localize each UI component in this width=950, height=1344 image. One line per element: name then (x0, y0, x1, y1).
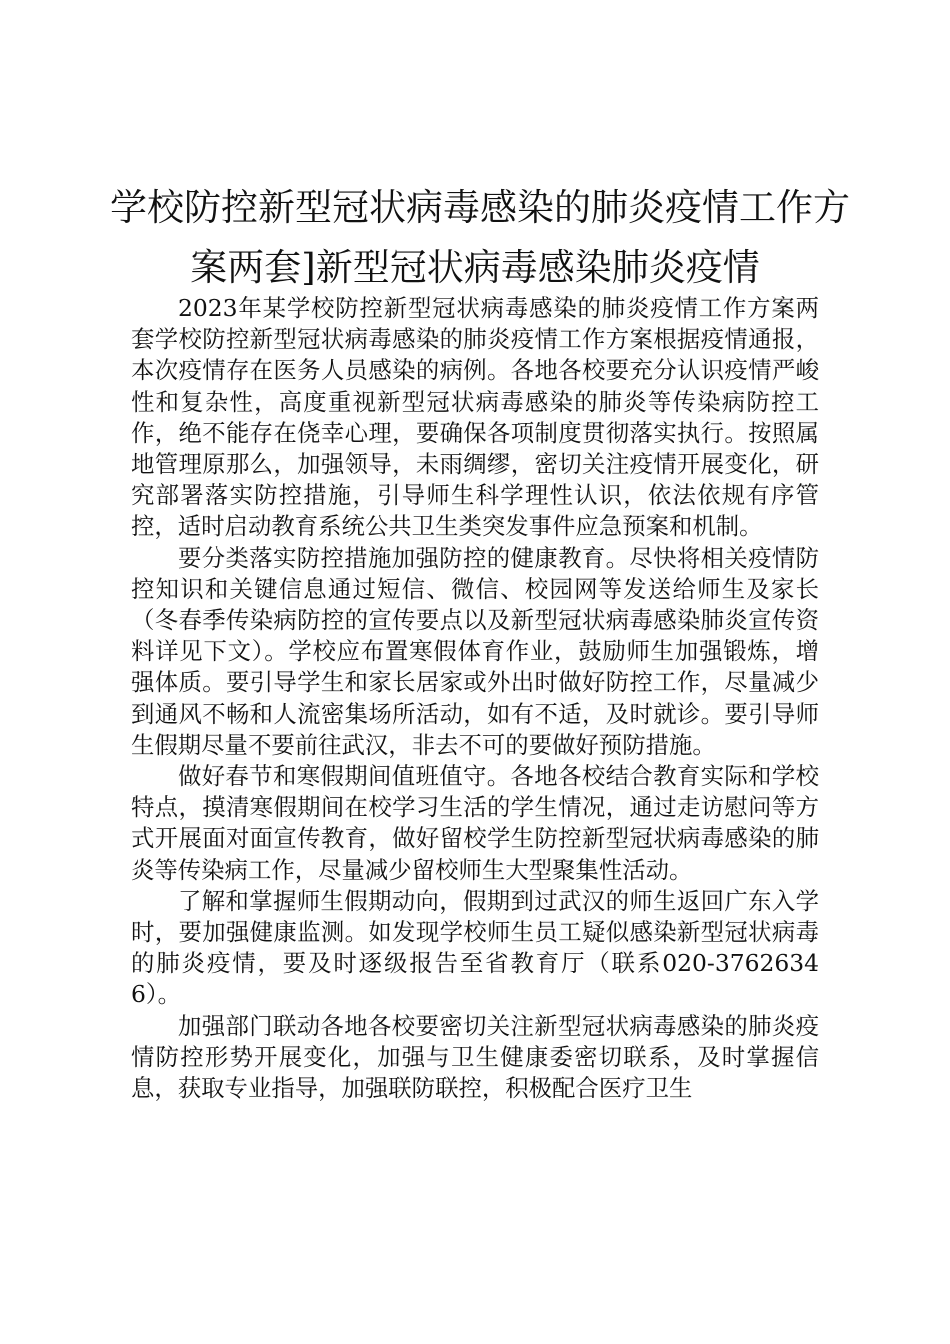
document-title-line-1: 学校防控新型冠状病毒感染的肺炎疫情工作方 (110, 186, 850, 229)
paragraph-1: 2023年某学校防控新型冠状病毒感染的肺炎疫情工作方案两套学校防控新型冠状病毒感染的肺炎疫情工作方案根据疫情通报，本次疫情存在医务人员感染的病例。各地各校要充分认识疫情严峻性和复杂性，高度重视新型冠状病毒感染的肺炎等传染病防控工作，绝不能存在侥幸心理，要确保各项制度贯彻落实执行。按照属地管理原那么，加强领导，未雨绸缪，密切关注疫情开展变化，研究部署落实防控措施，引导师生科学理性认识，依法依规有序管控，适时启动教育系统公共卫生类突发事件应急预案和机制。 (131, 294, 819, 541)
document-title-line-2: 案两套]新型冠状病毒感染肺炎疫情 (190, 246, 760, 289)
paragraph-5: 加强部门联动各地各校要密切关注新型冠状病毒感染的肺炎疫情防控形势开展变化，加强与卫生健康委密切联系，及时掌握信息，获取专业指导，加强联防联控，积极配合医疗卫生 (131, 1011, 819, 1103)
document-body (131, 293, 819, 1104)
paragraph-3: 做好春节和寒假期间值班值守。各地各校结合教育实际和学校特点，摸清寒假期间在校学习生活的学生情况，通过走访慰问等方式开展面对面宣传教育，做好留校学生防控新型冠状病毒感染的肺炎等传染病工作，尽量减少留校师生大型聚集性活动。 (131, 762, 819, 884)
paragraph-4: 了解和掌握师生假期动向，假期到过武汉的师生返回广东入学时，要加强健康监测。如发现学校师生员工疑似感染新型冠状病毒的肺炎疫情，要及时逐级报告至省教育厅（联系020-37626346）。 (131, 886, 819, 1009)
paragraph-2: 要分类落实防控措施加强防控的健康教育。尽快将相关疫情防控知识和关键信息通过短信、微信、校园网等发送给师生及家长（冬春季传染病防控的宣传要点以及新型冠状病毒感染肺炎宣传资料详见下文）。学校应布置寒假体育作业，鼓励师生加强锻炼，增强体质。要引导学生和家长居家或外出时做好防控工作，尽量减少到通风不畅和人流密集场所活动，如有不适，及时就诊。要引导师生假期尽量不要前往武汉，非去不可的要做好预防措施。 (131, 543, 819, 759)
